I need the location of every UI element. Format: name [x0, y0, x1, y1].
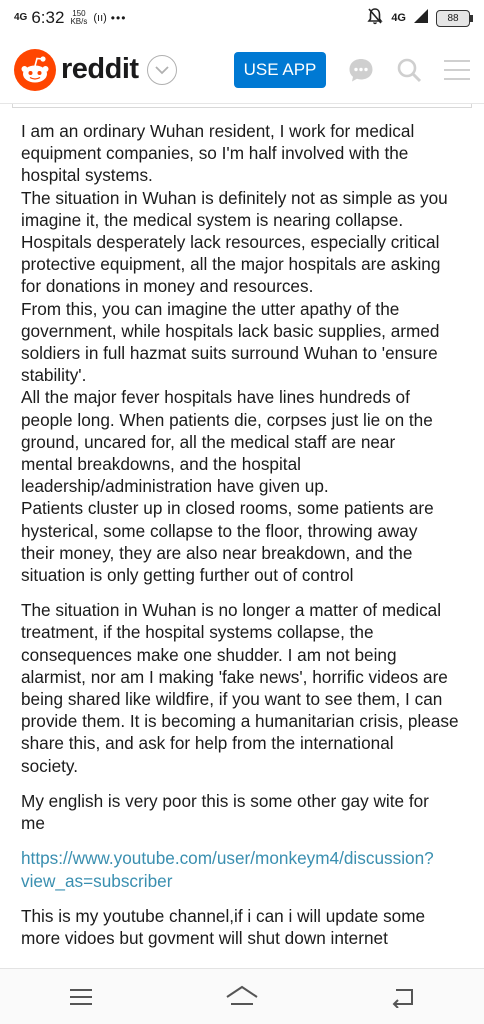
- link-line[interactable]: view_as=subscriber: [21, 870, 173, 891]
- clock: 6:32: [31, 8, 65, 27]
- reddit-header: [0, 36, 484, 104]
- text-line: stability'.: [21, 365, 87, 386]
- text-line: society.: [21, 755, 78, 776]
- text-line: equipment companies, so I'm half involved with the: [21, 143, 409, 164]
- chat-icon[interactable]: [348, 57, 374, 83]
- text-line: I am an ordinary Wuhan resident, I work for medical: [21, 121, 415, 141]
- text-line: Hospitals desperately lack resources, especially critical: [21, 232, 440, 253]
- text-line: for donations in money and resources.: [21, 276, 314, 297]
- text-line: alarmist, nor am I making 'fake news', horrific videos are: [21, 666, 448, 687]
- speed-value: 150: [72, 9, 86, 18]
- youtube-link[interactable]: [21, 847, 462, 891]
- text-line: their money, they are also near breakdown, and the: [21, 542, 413, 563]
- text-line: consequences make one shudder. I am not being: [21, 644, 397, 665]
- text-line: soldiers in full hazmat suits surround Wuhan to 'ensure: [21, 343, 438, 364]
- post-paragraph: [21, 790, 462, 834]
- reddit-snoo-icon[interactable]: [14, 49, 56, 91]
- home-icon[interactable]: [222, 977, 262, 1017]
- link-line[interactable]: https://www.youtube.com/user/monkeym4/discussion?: [21, 848, 434, 869]
- network-speed: [70, 10, 87, 26]
- text-line: me: [21, 813, 45, 834]
- text-line: more vidoes but govment will shut down internet: [21, 927, 388, 948]
- text-line: share this, and ask for help from the international: [21, 733, 394, 754]
- network-type: 4G: [391, 12, 406, 24]
- post-paragraph: [21, 120, 462, 586]
- text-line: mental breakdowns, and the hospital: [21, 454, 301, 475]
- text-line: treatment, if the hospital systems collapse, the: [21, 622, 374, 643]
- text-line: All the major fever hospitals have lines hundreds of: [21, 387, 410, 408]
- text-line: hospital systems.: [21, 165, 153, 186]
- post-paragraph: [21, 599, 462, 777]
- back-icon[interactable]: [383, 977, 423, 1017]
- recent-apps-icon[interactable]: [61, 977, 101, 1017]
- more-notifications-icon: •••: [110, 11, 127, 25]
- text-line: hysterical, some collapse to the floor, throwing away: [21, 520, 418, 541]
- text-line: This is my youtube channel,if i can i will update some: [21, 905, 426, 926]
- text-line: The situation in Wuhan is definitely not as simple as you: [21, 187, 448, 208]
- chevron-down-icon[interactable]: [147, 55, 177, 85]
- text-line: being shared like wildfire, if you want to see them, I can: [21, 689, 443, 710]
- text-line: provide them. It is becoming a humanitarian crisis, please: [21, 711, 459, 732]
- mute-icon: [367, 7, 383, 29]
- use-app-button[interactable]: USE APP: [234, 52, 326, 88]
- text-line: situation is only getting further out of control: [21, 565, 354, 586]
- post-paragraph: [21, 905, 462, 949]
- text-line: imagine it, the medical system is nearing collapse.: [21, 209, 404, 230]
- speed-unit: KB/s: [70, 17, 88, 26]
- post-body: [0, 104, 484, 968]
- hotspot-icon: (ıı): [93, 12, 107, 24]
- text-line: protective equipment, all the major hospitals are asking: [21, 254, 441, 275]
- text-line: From this, you can imagine the utter apathy of the: [21, 298, 400, 319]
- search-icon[interactable]: [396, 57, 422, 83]
- text-line: people long. When patients die, corpses just lie on the: [21, 409, 433, 430]
- text-line: The situation in Wuhan is no longer a matter of medical: [21, 600, 442, 621]
- text-line: My english is very poor this is some other gay wite for: [21, 790, 429, 811]
- battery-indicator: 88: [436, 10, 470, 27]
- signal-label: 4G: [14, 12, 28, 23]
- text-line: leadership/administration have given up.: [21, 476, 329, 497]
- status-bar: [0, 0, 484, 36]
- signal-bars-icon: [414, 9, 428, 27]
- reddit-wordmark[interactable]: reddit: [61, 53, 139, 85]
- menu-icon[interactable]: [444, 57, 470, 83]
- system-nav-bar: [0, 968, 484, 1024]
- text-line: Patients cluster up in closed rooms, some patients are: [21, 498, 434, 519]
- text-line: government, while hospitals lack basic supplies, armed: [21, 320, 440, 341]
- post-card-edge: [12, 104, 472, 108]
- text-line: ground, uncared for, all the medical staff are near: [21, 431, 396, 452]
